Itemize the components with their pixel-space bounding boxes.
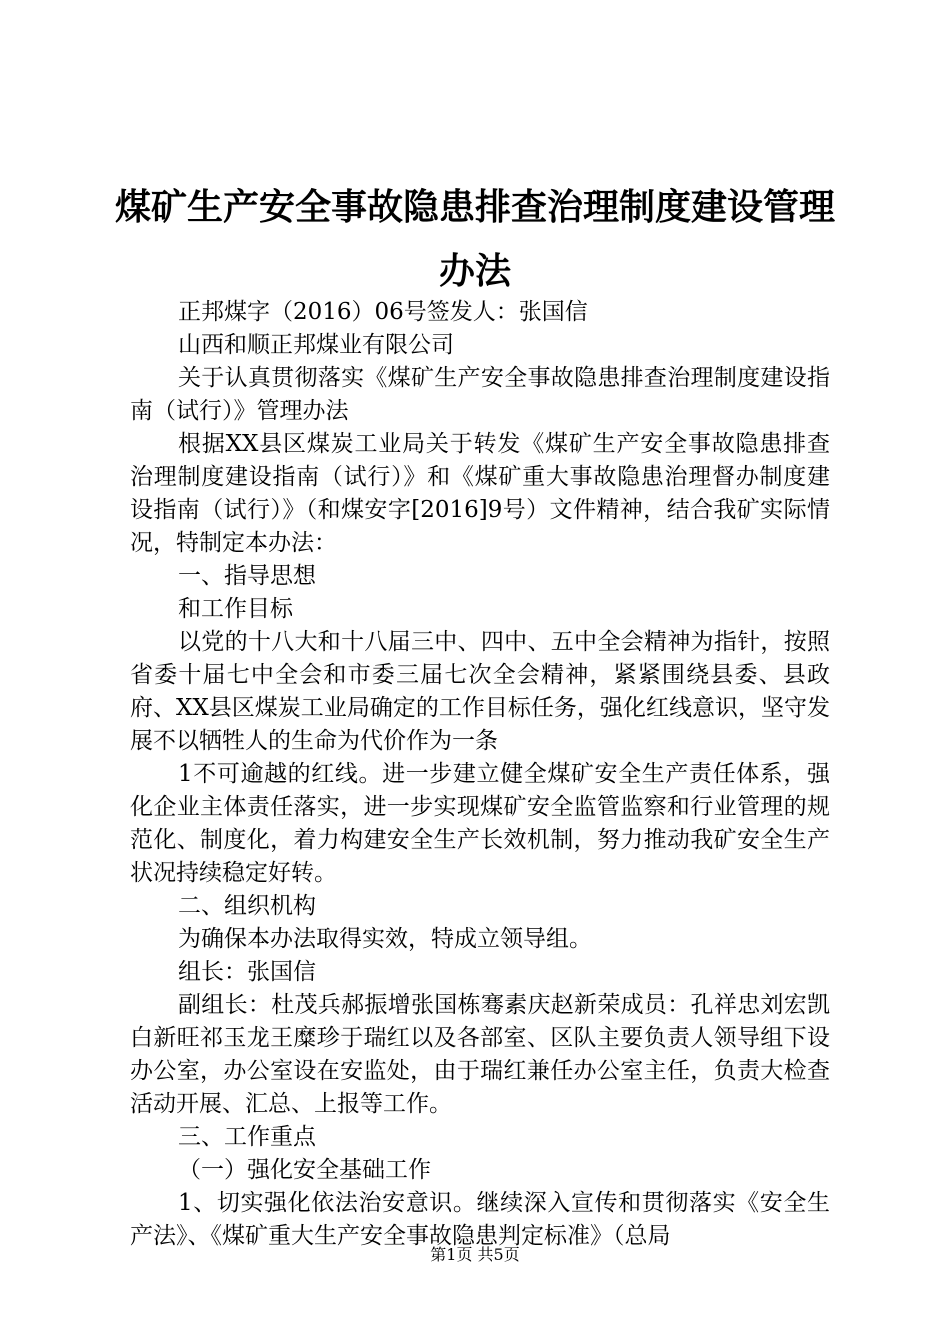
company-name: 山西和顺正邦煤业有限公司	[178, 332, 454, 358]
paragraph-group-members: 副组长：杜茂兵郝振增张国栋骞素庆赵新荣成员：孔祥忠刘宏凯白新旺祁玉龙王糜珍于瑞红以及各部室、区队主要负责人领导组下设办公室，办公室设在安监处，由于瑞红兼任办公室主任，负责大检查活动开展、汇总、上报等工作。	[130, 992, 830, 1117]
subsection-heading-1: （一）强化安全基础工作	[178, 1157, 431, 1183]
paragraph-law-awareness: 1、切实强化依法治安意识。继续深入宣传和贯彻落实《安全生产法》、《煤矿重大生产安全事故隐患判定标准》（总局	[130, 1190, 830, 1249]
paragraph-guiding-thought: 以党的十八大和十八届三中、四中、五中全会精神为指针，按照省委十届七中全会和市委三届七次全会精神，紧紧围绕县委、县政府、XX县区煤炭工业局确定的工作目标任务，强化红线意识，坚守发展不以牺牲人的生命为代价作为一条	[130, 629, 830, 754]
section-heading-1: 一、指导思想	[178, 563, 316, 589]
paragraph-basis: 根据XX县区煤炭工业局关于转发《煤矿生产安全事故隐患排查治理制度建设指南（试行）》和《煤矿重大事故隐患治理督办制度建设指南（试行）》（和煤安字[2016]9号）文件精神，结合我矿实际情况，特制定本办法：	[130, 431, 830, 556]
section-heading-1-cont: 和工作目标	[178, 596, 293, 622]
document-title: 煤矿生产安全事故隐患排查治理制度建设管理办法	[114, 187, 835, 292]
section-heading-3: 三、工作重点	[178, 1124, 316, 1150]
section-heading-2: 二、组织机构	[178, 893, 316, 919]
document-subject: 关于认真贯彻落实《煤矿生产安全事故隐患排查治理制度建设指南（试行）》管理办法	[130, 365, 830, 424]
document-body	[130, 296, 830, 1253]
doc-number-line: 正邦煤字（2016）06号签发人：张国信	[178, 299, 588, 325]
page-footer: 第1页 共5页	[430, 1245, 520, 1264]
paragraph-leading-group: 为确保本办法取得实效，特成立领导组。	[178, 926, 592, 952]
paragraph-group-leader: 组长：张国信	[178, 959, 316, 985]
paragraph-goals: 1不可逾越的红线。进一步建立健全煤矿安全生产责任体系，强化企业主体责任落实，进一步实现煤矿安全监管监察和行业管理的规范化、制度化，着力构建安全生产长效机制，努力推动我矿安全生产状况持续稳定好转。	[130, 761, 830, 886]
